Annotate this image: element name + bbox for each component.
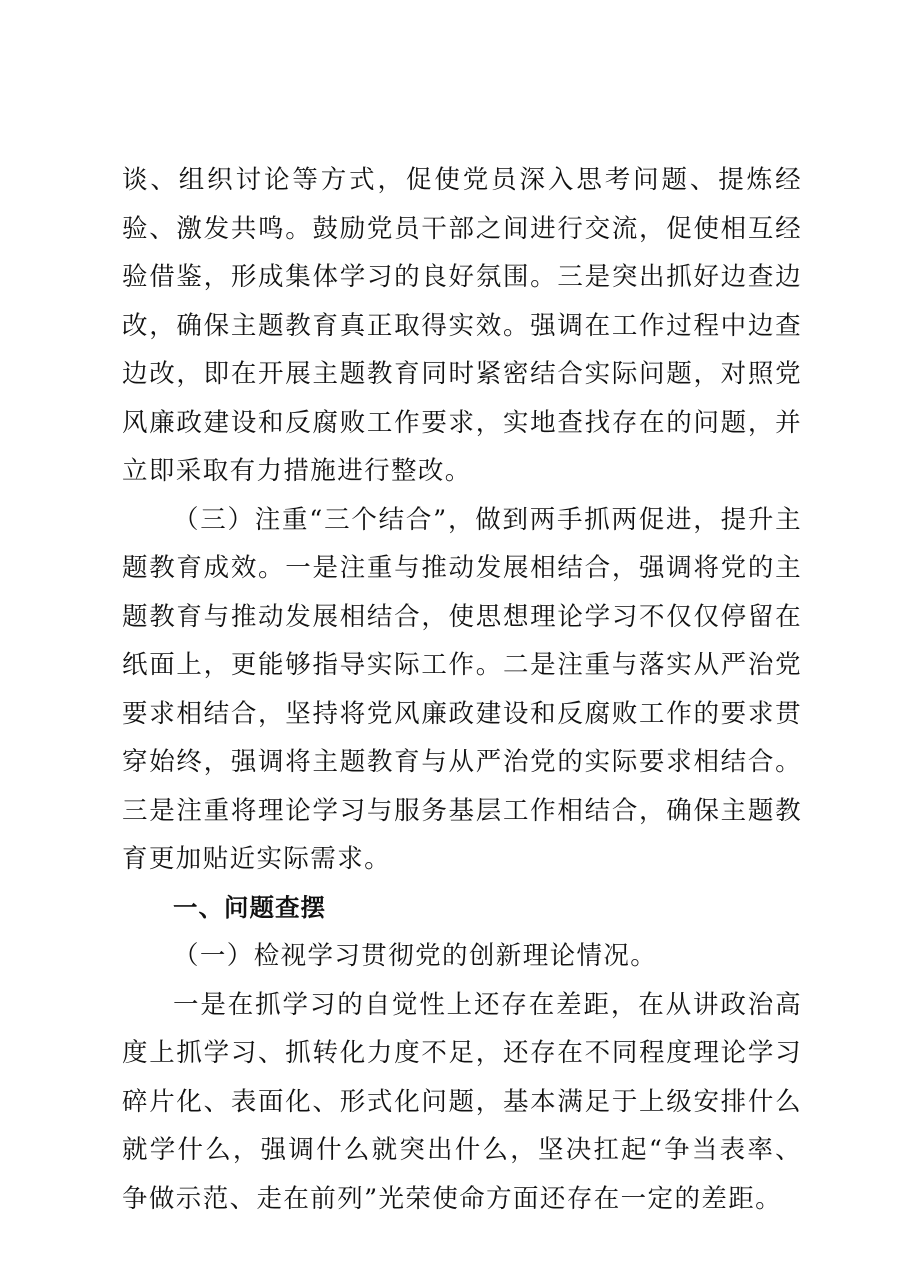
document-body [122,156,802,1223]
body-paragraph-three-combinations: （三）注重“三个结合”，做到两手抓两促进，提升主题教育成效。一是注重与推动发展相结合，强调将党的主题教育与推动发展相结合，使思想理论学习不仅仅停留在纸面上，更能够指导实际工作。二是注重与落实从严治党要求相结合，坚持将党风廉政建设和反腐败工作的要求贯穿始终，强调将主题教育与从严治党的实际要求相结合。三是注重将理论学习与服务基层工作相结合，确保主题教育更加贴近实际需求。 [122,504,802,874]
section-heading-problem-review: 一、问题查摆 [173,892,326,922]
body-paragraph-continued: 谈、组织讨论等方式，促使党员深入思考问题、提炼经验、激发共鸣。鼓励党员干部之间进行交流，促使相互经验借鉴，形成集体学习的良好氛围。三是突出抓好边查边改，确保主题教育真正取得实效。强调在工作过程中边查边改，即在开展主题教育同时紧密结合实际问题，对照党风廉政建设和反腐败工作要求，实地查找存在的问题，并立即采取有力措施进行整改。 [122,165,802,486]
body-paragraph-study-gap: 一是在抓学习的自觉性上还存在差距，在从讲政治高度上抓学习、抓转化力度不足，还存在不同程度理论学习碎片化、表面化、形式化问题，基本满足于上级安排什么就学什么，强调什么就突出什么，坚决扛起“争当表率、争做示范、走在前列”光荣使命方面还存在一定的差距。 [122,989,802,1214]
subsection-heading-theory-study: （一）检视学习贯彻党的创新理论情况。 [173,941,658,971]
